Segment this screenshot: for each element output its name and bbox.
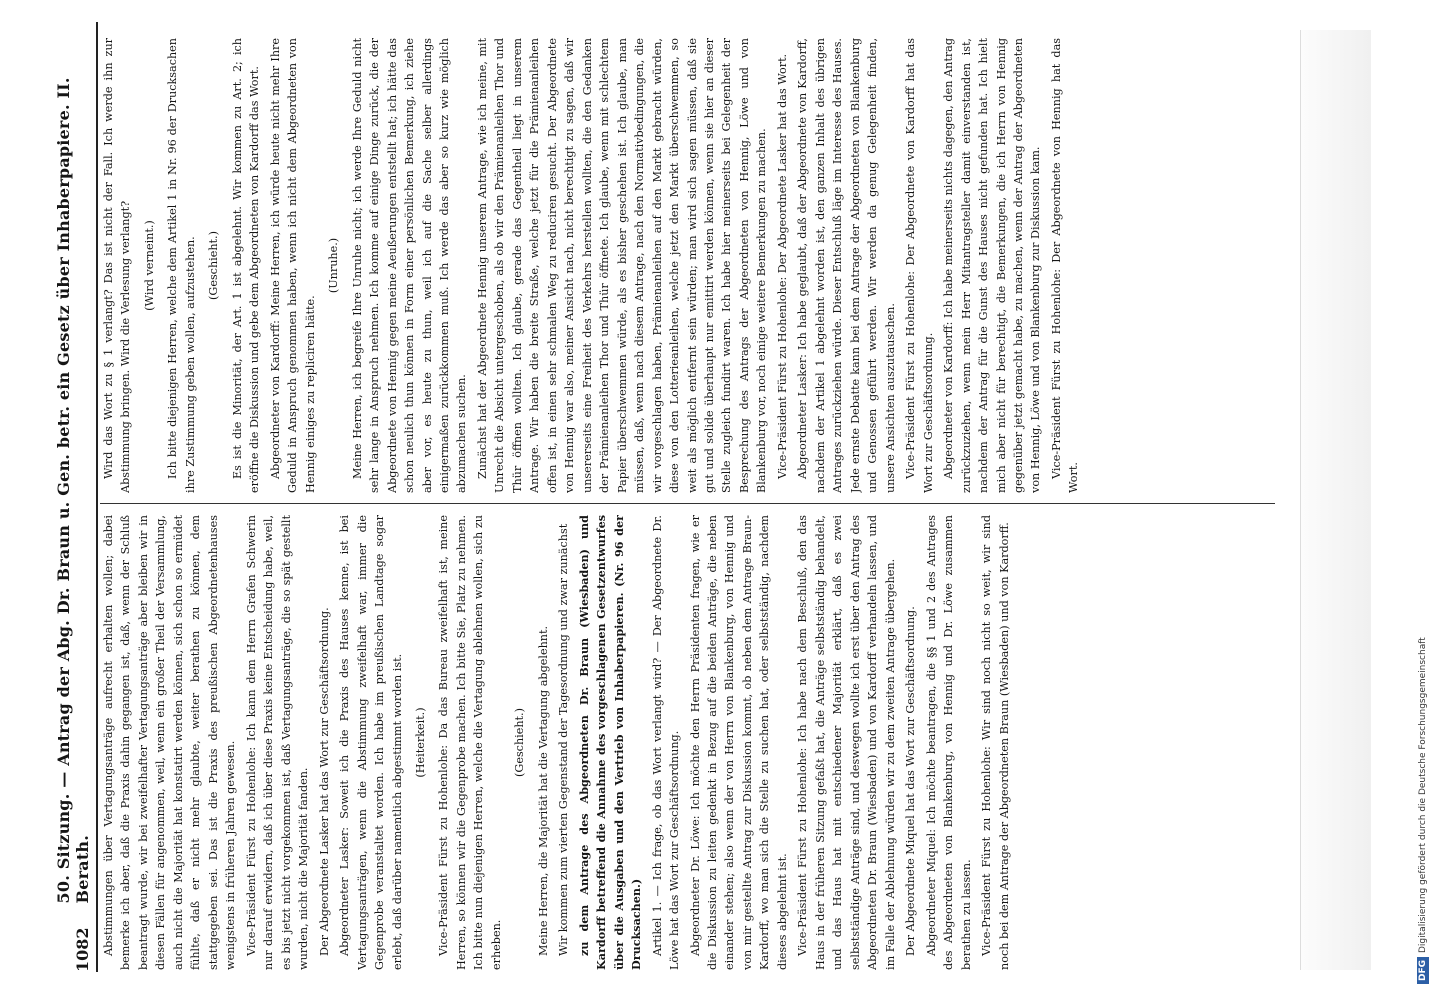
left-column xyxy=(100,515,1275,970)
paragraph: Vice-Präsident Fürst zu Hohenlohe: Der Abgeordnete Lasker hat das Wort. xyxy=(775,53,789,479)
paragraph: (Wird verneint.) xyxy=(142,220,156,311)
column-divider xyxy=(100,503,1275,504)
paragraph: Meine Herren, die Majorität hat die Vertagung abgelehnt. xyxy=(536,625,550,956)
page-number: 1082 xyxy=(73,927,92,972)
paragraph: Abstimmungen über Vertagungsanträge aufrecht erhalten wollen; dabei bemerke ich aber, daß die Praxis dahin gegangen ist, daß, wenn der Schluß beantragt wurde, wir bei zweifelhafter Vertagungsanträge aber bleiben wir in diesen Fällen für angenommen, weil, wenn ein großer Theil der Versammlung, auch nicht die Majorität hat konstatirt werden können, sich schon so ermüdet fühlte, daß er nicht mehr glaubte, weiter berathen zu können, dem stattgegeben sei. Das ist die Praxis des preußischen Abgeordnetenhauses wenigstens in früheren Jahren gewesen. xyxy=(102,515,238,970)
paragraph: Wird das Wort zu § 1 verlangt? Das ist nicht der Fall. Ich werde ihn zur Abstimmung bringen. Wird die Verlesung verlangt? xyxy=(102,38,133,493)
dfg-logo: DFG xyxy=(1417,957,1429,984)
paragraph: (Geschieht.) xyxy=(513,708,527,777)
paragraph: Wir kommen zum vierten Gegenstand der Tagesordnung und zwar zunächst xyxy=(557,523,571,956)
paragraph: (Geschieht.) xyxy=(207,231,221,300)
paragraph: Abgeordneter Dr. Löwe: Ich möchte den Herrn Präsidenten fragen, wie er die Diskussion zu leiten gedenkt in Bezug auf die beiden Anträge, die neben einander stehen; also wenn der von Herrn von Blankenburg, von Hennig und von mir gestellte Antrag zur Diskussion kommt, ob neben dem Antrage Braun-Kardorff, wo man sich die Stelle zu suchen hat, oder selbstständig, nachdem dieses abgelehnt ist. xyxy=(688,515,789,970)
paragraph: Meine Herren, ich begreife Ihre Unruhe nicht; ich werde Ihre Geduld nicht sehr lange in Anspruch nehmen. Ich komme auf einige Dinge zurück, die der Abgeordnete von Hennig gegen meine Aeußerungen entstellt hat; ich hätte das schon neulich thun können in Form einer persönlichen Bemerkung, ich ziehe aber vor, es heute zu thun, weil ich auf die Sache selber allerdings einigermaßen zurückkommen muß. Ich werde das aber so kurz wie möglich abzumachen suchen. xyxy=(350,38,469,493)
digitization-notice xyxy=(1416,16,1430,984)
paragraph: zu dem Antrage des Abgeordneten Dr. Braun (Wiesbaden) und Kardorff betreffend die Annahme des vorgeschlagenen Gesetzentwurfes über die Ausgaben und den Vertrieb von Inhaberpapieren. (Nr. 96 der Drucksachen.) xyxy=(576,515,644,970)
right-column xyxy=(100,38,1275,493)
page-header xyxy=(54,22,92,972)
page-title: 50. Sitzung. — Antrag der Abg. Dr. Braun u. Gen. betr. ein Gesetz über Inhaberpapiere. II. Berath. xyxy=(54,77,92,904)
paragraph: (Unruhe.) xyxy=(327,237,341,294)
paragraph: Ich bitte diejenigen Herren, welche dem Artikel 1 in Nr. 96 der Drucksachen ihre Zustimmung geben wollen, aufzustehen. xyxy=(166,38,197,493)
paragraph: Der Abgeordnete Miquel hat das Wort zur Geschäftsordnung. xyxy=(904,606,918,956)
paragraph: Vice-Präsident Fürst zu Hohenlohe: Ich habe nach dem Beschluß, den das Haus in der früheren Sitzung gefaßt hat, die Anträge selbstständig behandelt, und das Haus hat mit entschiedener Majorität erklärt, daß es zwei selbstständige Anträge sind, und deswegen wollte ich erst über den Antrag des Abgeordneten Dr. Braun (Wiesbaden) und von Kardorff verhandeln lassen, und im Falle der Ablehnung würden wir zu dem zweiten Antrage übergehen. xyxy=(796,515,897,970)
paragraph: Vice-Präsident Fürst zu Hohenlohe: Wir sind noch nicht so weit, wir sind noch bei dem Antrage der Abgeordneten Braun (Wiesbaden) und von Kardorff. xyxy=(980,515,1011,970)
paragraph: Abgeordneter Miquel: Ich möchte beantragen, die §§ 1 und 2 des Antrages des Abgeordneten von Blankenburg, von Hennig und Dr. Löwe zusammen berathen zu lassen. xyxy=(924,515,973,970)
torn-page-edge xyxy=(1300,30,1371,970)
paragraph: Vice-Präsident Fürst zu Hohenlohe: Da das Bureau zweifelhaft ist, meine Herren, so können wir die Gegenprobe machen. Ich bitte Sie, Platz zu nehmen. Ich bitte nun diejenigen Herren, welche die Vertagung ablehnen wollen, sich zu erheben. xyxy=(437,515,503,970)
paragraph: Abgeordneter von Kardorff: Meine Herren, ich würde heute nicht mehr Ihre Geduld in Anspruch genommen haben, wenn ich nicht dem Abgeordneten von Hennig einiges zu repliciren hätte. xyxy=(268,38,317,493)
paragraph: Vice-Präsident Fürst zu Hohenlohe: Der Abgeordnete von Kardorff hat das Wort zur Geschäftsordnung. xyxy=(904,38,935,493)
paragraph: (Heiterkeit.) xyxy=(413,707,427,778)
paragraph: Abgeordneter Lasker: Ich habe geglaubt, daß der Abgeordnete von Kardorff, nachdem der Artikel 1 abgelehnt worden ist, den ganzen Inhalt des übrigen Antrages zurückziehen würde. Dieser Entschluß läge im Interesse des Hauses. Jede ernste Debatte kann bei dem Antrage der Abgeordneten von Blankenburg und Genossen geführt werden. Wir werden da genug Gelegenheit finden, unsere Ansichten auszutauschen. xyxy=(796,38,897,493)
paragraph: Abgeordneter Lasker: Soweit ich die Praxis des Hauses kenne, ist bei Vertagungsanträgen, wenn die Abstimmung zweifelhaft war, immer die Gegenprobe veranstaltet worden. Ich habe im preußischen Landtage sogar erlebt, daß darüber namentlich abgestimmt worden ist. xyxy=(338,515,404,970)
digitization-notice-text: Digitalisierung gefördert durch die Deutsche Forschungsgemeinschaft xyxy=(1418,637,1428,953)
paragraph: Der Abgeordnete Lasker hat das Wort zur Geschäftsordnung. xyxy=(317,607,331,956)
paragraph: Es ist die Minorität, der Art. 1 ist abgelehnt. Wir kommen zu Art. 2; ich eröffne die Diskussion und gebe dem Abgeordneten von Kardorff das Wort. xyxy=(230,38,262,493)
paragraph: Artikel 1. — Ich frage, ob das Wort verlangt wird? — Der Abgeordnete Dr. Löwe hat das Wort zur Geschäftsordnung. xyxy=(650,515,682,970)
paragraph: Vice-Präsident Fürst zu Hohenlohe: Der Abgeordnete von Hennig hat das Wort. xyxy=(1049,38,1081,493)
paragraph: Vice-Präsident Fürst zu Hohenlohe: Ich kann dem Herrn Grafen Schwerin nur darauf erwidern, daß ich über diese Praxis keine Entscheidung habe, weil, es bis jetzt nicht vorgekommen ist, daß Vertagungsanträge, die so spät gestellt wurden, nicht die Majorität fanden. xyxy=(244,515,311,970)
paragraph: Abgeordneter von Kardorff: Ich habe meinerseits nichts dagegen, den Antrag zurückzuziehen, wenn mein Herr Mitantragsteller damit einverstanden ist, nachdem der Antrag für die Gunst des Hauses nicht gefunden hat. Ich hielt mich aber nicht für berechtigt, die Bemerkungen, die ich Herrn von Hennig gegenüber jetzt gemacht habe, zu machen, wenn der Antrag der Abgeordneten von Hennig, Löwe und von Blankenburg zur Diskussion kam. xyxy=(942,38,1043,493)
paragraph: Zunächst hat der Abgeordnete Hennig unserem Antrage, wie ich meine, mit Unrecht die Absicht untergeschoben, als ob wir den Prämienanleihen Thor und Thür öffnen wollten. Ich glaube, gerade das Gegentheil liegt in unserem Antrage. Wir haben die breite Straße, welche jetzt für die Prämienanleihen offen ist, in einen sehr schmalen Weg zu reduciren gesucht. Der Abgeordnete von Hennig war also, meiner Ansicht nach, nicht berechtigt zu sagen, daß wir unsererseits eine Freiheit des Verkehrs herstellen wollten, die den Gedanken der Prämienanleihen Thor und Thür öffnete. Ich glaube, wenn mit schlechtem Papier überschwemmen würde, als es bisher geschehen ist. Ich glaube, man müssen, daß, wenn nach diesem Antrage, nach den Normativbedingungen, die wir vorgeschlagen haben, Prämienanleihen auf den Markt gebracht würden, diese von den Lotterieanleihen, welche jetzt den Markt überschwemmen, so weit als möglich entfernt sein würden; man wird sich sagen müssen, daß sie gut und solide überhaupt nur emittirt werden können, wenn sie hier an dieser Stelle zugleich fundirt waren. Ich habe hier meinerseits bei Gelegenheit der Besprechung des Antrags der Abgeordneten von Hennig, Löwe und von Blankenburg vor, noch einige weitere Bemerkungen zu machen. xyxy=(475,38,769,493)
header-rule xyxy=(96,22,98,972)
